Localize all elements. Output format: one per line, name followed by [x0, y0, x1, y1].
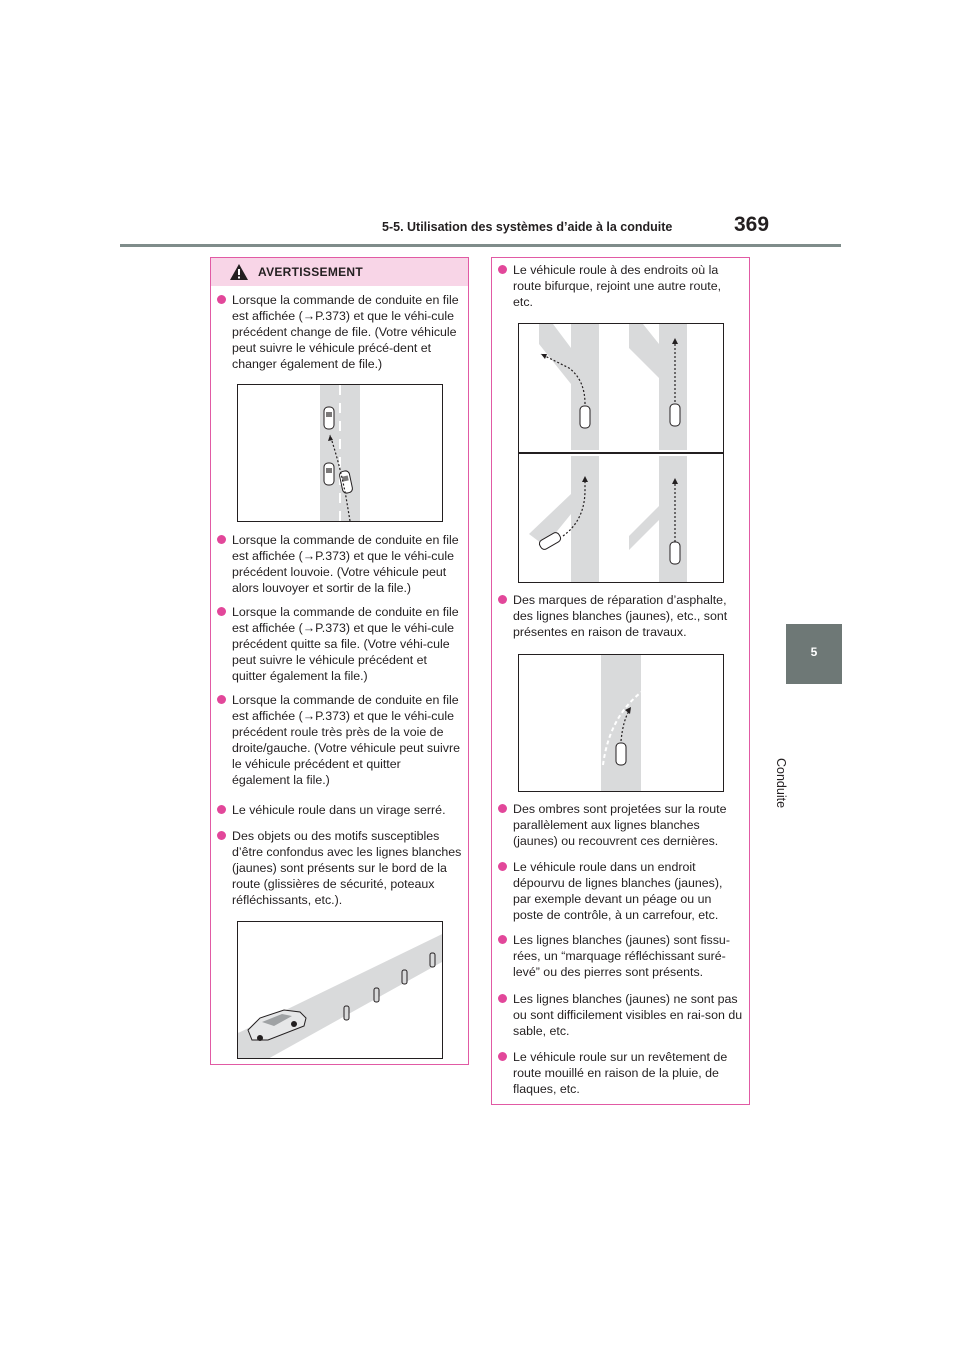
chapter-label-container [774, 688, 806, 809]
car-icon [324, 463, 334, 485]
list-item [217, 604, 462, 684]
list-item [498, 991, 743, 1039]
list-item [498, 859, 743, 923]
list-item [498, 592, 743, 640]
chapter-number: 5 [810, 645, 818, 659]
car-icon [324, 407, 334, 429]
list-item [498, 1049, 743, 1097]
bullet-icon [217, 695, 226, 704]
list-item-text: Les lignes blanches (jaunes) sont fissu-rées, un “marquage réfléchissant suré-levé” ou des pierres sont présents. [513, 933, 730, 979]
bullet-icon [498, 935, 507, 944]
bullet-icon [498, 265, 507, 274]
list-item-text: Des ombres sont projetées sur la route parallèlement aux lignes blanches (jaunes) ou recouvrent ces dernières. [513, 802, 727, 848]
list-item-text: Lorsque la commande de conduite en file est affichée (→P.373) et que le véhi-cule précédent change de file. (Votre véhicule peut suivre le véhicule précé-dent et changer également de file.) [232, 293, 459, 371]
warning-triangle-icon [229, 263, 249, 281]
bullet-icon [498, 804, 507, 813]
list-item [217, 828, 462, 908]
list-item-text: Le véhicule roule dans un endroit dépourvu de lignes blanches (jaunes), par exemple devant un péage ou un poste de contrôle, à un carrefour, etc. [513, 860, 723, 922]
chapter-label: Conduite [774, 758, 788, 809]
list-item-text: Lorsque la commande de conduite en file est affichée (→P.373) et que le véhi-cule précédent quitte sa file. (Votre véhi-cule peut suivre le véhicule précédent et quitter également la file.) [232, 605, 459, 683]
conditions-panel [491, 257, 750, 1105]
asphalt-repair-figure [518, 654, 724, 792]
warning-title: AVERTISSEMENT [258, 265, 364, 279]
header-divider [120, 244, 841, 247]
warning-header [211, 258, 468, 286]
bullet-icon [498, 1052, 507, 1061]
list-item-text: Le véhicule roule dans un virage serré. [232, 803, 446, 817]
road-fork-figure [518, 323, 724, 583]
chapter-tab [786, 624, 842, 684]
bullet-icon [217, 295, 226, 304]
bullet-icon [217, 607, 226, 616]
list-item [217, 692, 462, 788]
bullet-icon [498, 994, 507, 1003]
list-item [498, 262, 743, 310]
list-item-text: Lorsque la commande de conduite en file est affichée (→P.373) et que le véhi-cule précédent louvoie. (Votre véhicule peut alors louvoyer et sortir de la file.) [232, 533, 459, 595]
list-item-text: Le véhicule roule à des endroits où la route bifurque, rejoint une autre route, etc. [513, 263, 722, 309]
bullet-icon [217, 535, 226, 544]
list-item [217, 802, 462, 818]
list-item-text: Des marques de réparation d’asphalte, des lignes blanches (jaunes), etc., sont présentes en raison de travaux. [513, 593, 728, 639]
warning-panel [210, 257, 469, 1065]
list-item-text: Les lignes blanches (jaunes) ne sont pas ou sont difficilement visibles en rai-son du sable, etc. [513, 992, 743, 1038]
bullet-icon [498, 862, 507, 871]
list-item [498, 801, 743, 849]
page-number: 369 [734, 213, 770, 236]
list-item-text: Des objets ou des motifs susceptibles d’être confondus avec les lignes blanches (jaunes) sont présents sur le bord de la route (glissières de sécurité, poteaux réfléchissants, etc.). [232, 829, 462, 907]
roadside-posts-figure [237, 921, 443, 1059]
bullet-icon [498, 595, 507, 604]
list-item [217, 532, 462, 596]
lane-change-figure [237, 384, 443, 522]
section-title: 5-5. Utilisation des systèmes d’aide à la conduite [382, 220, 673, 234]
bullet-icon [217, 831, 226, 840]
list-item [498, 932, 743, 980]
list-item-text: Le véhicule roule sur un revêtement de route mouillé en raison de la pluie, de flaques, etc. [513, 1050, 728, 1096]
bullet-icon [217, 805, 226, 814]
list-item [217, 292, 462, 372]
list-item-text: Lorsque la commande de conduite en file est affichée (→P.373) et que le véhi-cule précédent roule très près de la voie de droite/gauche. (Votre véhicule peut suivre le véhicule précédent et quitter également la file.) [232, 693, 460, 787]
